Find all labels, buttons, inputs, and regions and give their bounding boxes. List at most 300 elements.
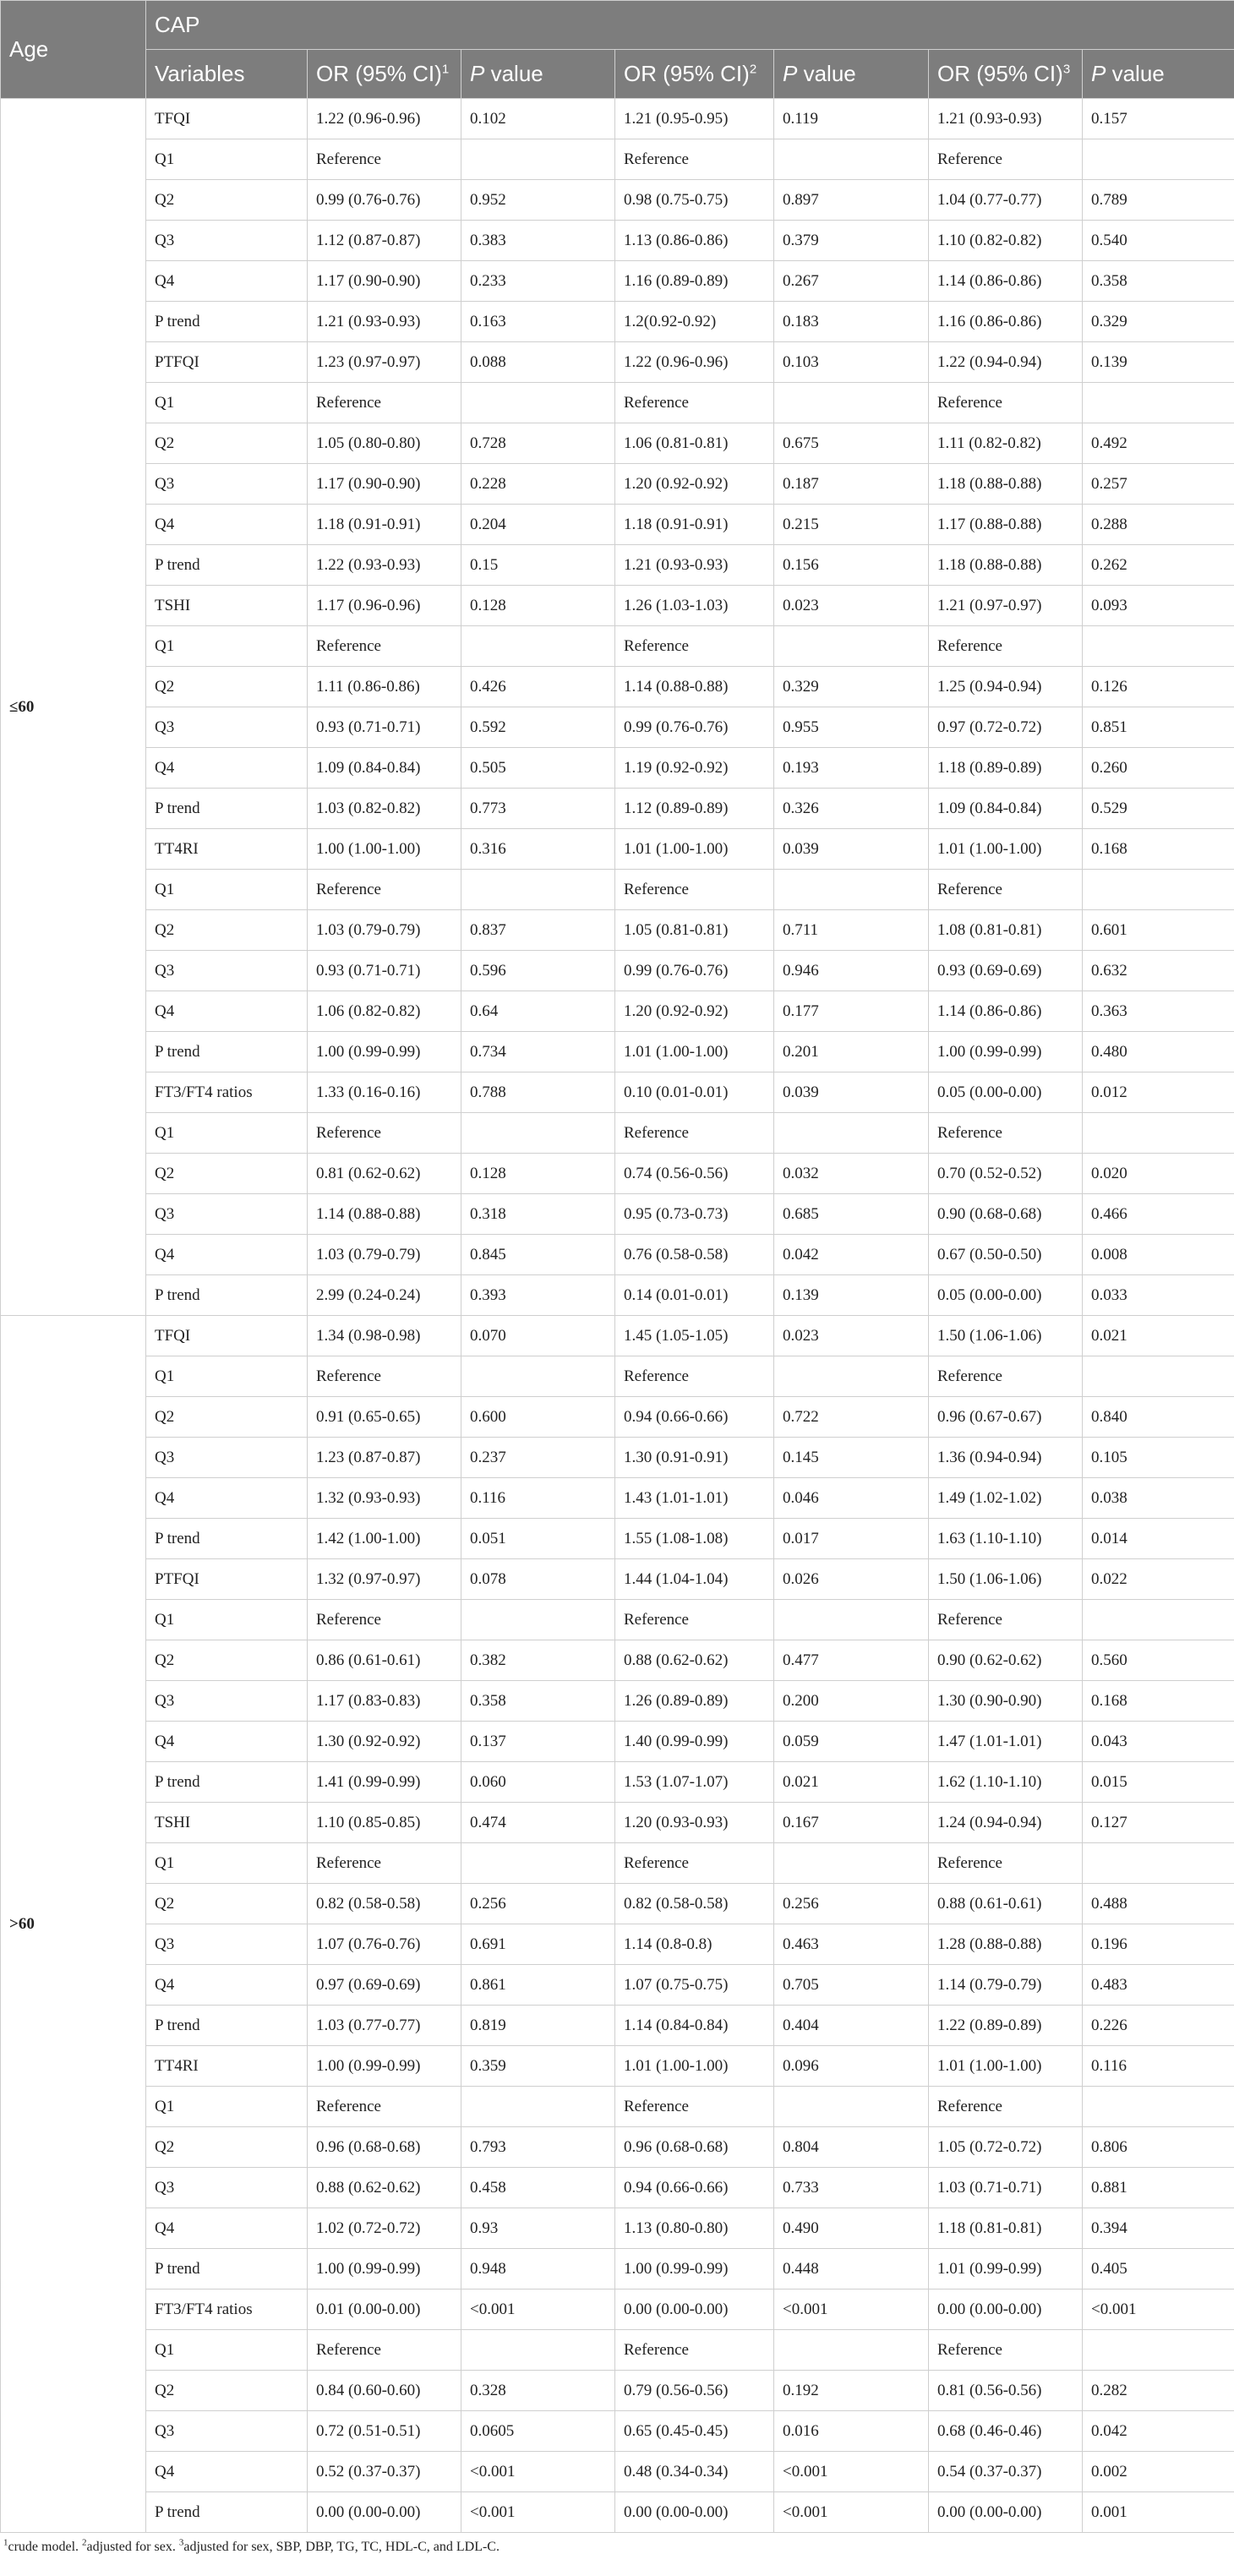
variable-cell: Q4 bbox=[146, 991, 308, 1032]
table-row bbox=[1, 221, 1234, 261]
or-cell: 0.88 (0.61-0.61) bbox=[929, 1884, 1083, 1924]
or-cell: Reference bbox=[929, 139, 1083, 180]
p-value-cell bbox=[1083, 2330, 1234, 2371]
p-value-cell: 0.119 bbox=[774, 99, 929, 139]
age-group-label: ≤60 bbox=[1, 99, 146, 1316]
table-row bbox=[1, 1965, 1234, 2006]
or-cell: 0.93 (0.69-0.69) bbox=[929, 951, 1083, 991]
p-value-cell: 0.897 bbox=[774, 180, 929, 221]
table-row bbox=[1, 383, 1234, 423]
or-cell: 1.03 (0.79-0.79) bbox=[308, 1235, 461, 1275]
table-row bbox=[1, 910, 1234, 951]
or-sup: 3 bbox=[1062, 62, 1071, 77]
p-value-cell: 0.328 bbox=[461, 2371, 615, 2411]
or-cell: 1.09 (0.84-0.84) bbox=[929, 789, 1083, 829]
footnote-mark: 1 bbox=[3, 2537, 8, 2548]
p-value-cell: 0.116 bbox=[461, 1478, 615, 1519]
table-row bbox=[1, 180, 1234, 221]
or-cell: 0.97 (0.69-0.69) bbox=[308, 1965, 461, 2006]
or-cell: 1.18 (0.88-0.88) bbox=[929, 545, 1083, 586]
p-value-cell: <0.001 bbox=[774, 2289, 929, 2330]
or-cell: Reference bbox=[308, 1843, 461, 1884]
or-cell: 1.63 (1.10-1.10) bbox=[929, 1519, 1083, 1559]
variable-cell: Q4 bbox=[146, 1235, 308, 1275]
or-cell: 1.05 (0.72-0.72) bbox=[929, 2127, 1083, 2168]
p-value-cell: 0.038 bbox=[1083, 1478, 1234, 1519]
or-cell: Reference bbox=[929, 2330, 1083, 2371]
or-cell: 1.23 (0.97-0.97) bbox=[308, 342, 461, 383]
table-row bbox=[1, 2006, 1234, 2046]
or-cell: 0.52 (0.37-0.37) bbox=[308, 2452, 461, 2492]
table-row bbox=[1, 139, 1234, 180]
p-value-cell: 0.015 bbox=[1083, 1762, 1234, 1803]
or-cell: 1.14 (0.8-0.8) bbox=[615, 1924, 774, 1965]
p-value-cell: 0.139 bbox=[1083, 342, 1234, 383]
variable-cell: P trend bbox=[146, 545, 308, 586]
or-cell: 0.72 (0.51-0.51) bbox=[308, 2411, 461, 2452]
or-sup: 2 bbox=[749, 62, 757, 77]
variable-cell: TT4RI bbox=[146, 829, 308, 870]
or-cell: 0.84 (0.60-0.60) bbox=[308, 2371, 461, 2411]
p-value-cell: <0.001 bbox=[774, 2492, 929, 2533]
or-cell: 0.14 (0.01-0.01) bbox=[615, 1275, 774, 1316]
or-cell: 1.21 (0.95-0.95) bbox=[615, 99, 774, 139]
or-cell: 1.01 (1.00-1.00) bbox=[929, 829, 1083, 870]
or-cell: 1.21 (0.93-0.93) bbox=[308, 302, 461, 342]
table-row bbox=[1, 2371, 1234, 2411]
or-cell: Reference bbox=[308, 1356, 461, 1397]
p-value-cell: 0.128 bbox=[461, 1154, 615, 1194]
p-value-cell: 0.840 bbox=[1083, 1397, 1234, 1438]
or-cell: 1.18 (0.91-0.91) bbox=[308, 505, 461, 545]
p-value-cell: 0.318 bbox=[461, 1194, 615, 1235]
p-value-cell bbox=[461, 1113, 615, 1154]
variable-cell: P trend bbox=[146, 1762, 308, 1803]
or-cell: 0.67 (0.50-0.50) bbox=[929, 1235, 1083, 1275]
table-row bbox=[1, 667, 1234, 707]
p-value-cell: 0.260 bbox=[1083, 748, 1234, 789]
table-row bbox=[1, 1235, 1234, 1275]
p-value-cell: 0.102 bbox=[461, 99, 615, 139]
variable-cell: Q1 bbox=[146, 2330, 308, 2371]
table-row bbox=[1, 2046, 1234, 2087]
or-label: OR (95% CI) bbox=[937, 61, 1063, 86]
p-value-cell: 0.326 bbox=[774, 789, 929, 829]
or-cell: 1.17 (0.88-0.88) bbox=[929, 505, 1083, 545]
p-value-cell: 0.596 bbox=[461, 951, 615, 991]
p-value-cell: 0.096 bbox=[774, 2046, 929, 2087]
or-cell: 0.05 (0.00-0.00) bbox=[929, 1275, 1083, 1316]
or-cell: 1.10 (0.82-0.82) bbox=[929, 221, 1083, 261]
or-cell: 1.18 (0.91-0.91) bbox=[615, 505, 774, 545]
variable-cell: P trend bbox=[146, 1275, 308, 1316]
p-value-cell: 0.379 bbox=[774, 221, 929, 261]
or-cell: 1.00 (0.99-0.99) bbox=[308, 2046, 461, 2087]
p-value-cell: 0.329 bbox=[774, 667, 929, 707]
p-value-cell: 0.93 bbox=[461, 2208, 615, 2249]
variables-header bbox=[146, 50, 308, 99]
p-value-cell: <0.001 bbox=[461, 2492, 615, 2533]
p-value-cell: <0.001 bbox=[461, 2452, 615, 2492]
or-cell: 1.10 (0.85-0.85) bbox=[308, 1803, 461, 1843]
or-cell: Reference bbox=[615, 1356, 774, 1397]
or-header-1 bbox=[308, 50, 461, 99]
or-cell: Reference bbox=[308, 139, 461, 180]
variable-cell: Q2 bbox=[146, 2127, 308, 2168]
p-value-cell: 0.233 bbox=[461, 261, 615, 302]
p-value-cell: 0.685 bbox=[774, 1194, 929, 1235]
p-value-cell: 0.012 bbox=[1083, 1072, 1234, 1113]
or-cell: 0.00 (0.00-0.00) bbox=[615, 2289, 774, 2330]
or-cell: 1.17 (0.90-0.90) bbox=[308, 261, 461, 302]
p-value-cell: 0.505 bbox=[461, 748, 615, 789]
header-row-2 bbox=[1, 50, 1234, 99]
or-cell: 1.07 (0.76-0.76) bbox=[308, 1924, 461, 1965]
or-cell: Reference bbox=[929, 383, 1083, 423]
or-cell: 1.2(0.92-0.92) bbox=[615, 302, 774, 342]
p-value-cell: 0.845 bbox=[461, 1235, 615, 1275]
p-value-cell: 0.256 bbox=[774, 1884, 929, 1924]
variable-cell: Q1 bbox=[146, 1843, 308, 1884]
or-cell: 0.05 (0.00-0.00) bbox=[929, 1072, 1083, 1113]
p-value-cell bbox=[774, 1843, 929, 1884]
or-cell: 0.99 (0.76-0.76) bbox=[615, 707, 774, 748]
or-cell: 0.97 (0.72-0.72) bbox=[929, 707, 1083, 748]
p-value-cell: 0.728 bbox=[461, 423, 615, 464]
or-cell: 1.23 (0.87-0.87) bbox=[308, 1438, 461, 1478]
or-cell: Reference bbox=[615, 139, 774, 180]
variable-cell: Q2 bbox=[146, 1640, 308, 1681]
variable-cell: Q3 bbox=[146, 1194, 308, 1235]
or-cell: 0.00 (0.00-0.00) bbox=[929, 2492, 1083, 2533]
variable-cell: Q4 bbox=[146, 1965, 308, 2006]
or-cell: 0.54 (0.37-0.37) bbox=[929, 2452, 1083, 2492]
or-cell: 0.82 (0.58-0.58) bbox=[615, 1884, 774, 1924]
p-header-2 bbox=[774, 50, 929, 99]
p-value-cell: 0.187 bbox=[774, 464, 929, 505]
p-value-cell: <0.001 bbox=[774, 2452, 929, 2492]
or-cell: 1.02 (0.72-0.72) bbox=[308, 2208, 461, 2249]
variable-cell: Q2 bbox=[146, 667, 308, 707]
p-value-cell bbox=[1083, 383, 1234, 423]
p-value-cell: <0.001 bbox=[1083, 2289, 1234, 2330]
p-value-cell: 0.167 bbox=[774, 1803, 929, 1843]
table-row bbox=[1, 423, 1234, 464]
or-cell: Reference bbox=[929, 1843, 1083, 1884]
footnote-text: crude model. bbox=[8, 2540, 83, 2554]
p-value-cell: 0.139 bbox=[774, 1275, 929, 1316]
or-cell: 1.06 (0.81-0.81) bbox=[615, 423, 774, 464]
variable-cell: Q2 bbox=[146, 1884, 308, 1924]
p-value-cell bbox=[1083, 626, 1234, 667]
variable-cell: Q1 bbox=[146, 870, 308, 910]
table-row bbox=[1, 2411, 1234, 2452]
p-value-cell: 0.177 bbox=[774, 991, 929, 1032]
or-cell: Reference bbox=[615, 2087, 774, 2127]
or-cell: 1.24 (0.94-0.94) bbox=[929, 1803, 1083, 1843]
or-cell: 1.19 (0.92-0.92) bbox=[615, 748, 774, 789]
p-value-cell: 0.722 bbox=[774, 1397, 929, 1438]
p-value-cell: 0.032 bbox=[774, 1154, 929, 1194]
p-value-cell: 0.837 bbox=[461, 910, 615, 951]
p-value-cell: 0.490 bbox=[774, 2208, 929, 2249]
or-cell: 1.03 (0.71-0.71) bbox=[929, 2168, 1083, 2208]
or-cell: 0.94 (0.66-0.66) bbox=[615, 1397, 774, 1438]
or-header-2 bbox=[615, 50, 774, 99]
p-label: P bbox=[783, 61, 798, 86]
p-value-cell: 0.948 bbox=[461, 2249, 615, 2289]
or-cell: 0.76 (0.58-0.58) bbox=[615, 1235, 774, 1275]
or-cell: 0.70 (0.52-0.52) bbox=[929, 1154, 1083, 1194]
or-cell: Reference bbox=[929, 2087, 1083, 2127]
table-row bbox=[1, 1924, 1234, 1965]
p-value-cell: 0.675 bbox=[774, 423, 929, 464]
variable-cell: PTFQI bbox=[146, 1559, 308, 1600]
p-value-cell: 0.163 bbox=[461, 302, 615, 342]
variable-cell: Q2 bbox=[146, 180, 308, 221]
p-value-cell bbox=[774, 383, 929, 423]
or-cell: Reference bbox=[615, 1843, 774, 1884]
table-row bbox=[1, 1316, 1234, 1356]
p-value-cell: 0.051 bbox=[461, 1519, 615, 1559]
table-row bbox=[1, 789, 1234, 829]
variable-cell: Q3 bbox=[146, 2168, 308, 2208]
variable-cell: Q1 bbox=[146, 2087, 308, 2127]
p-value-cell: 0.851 bbox=[1083, 707, 1234, 748]
p-value-cell: 0.193 bbox=[774, 748, 929, 789]
p-header-1 bbox=[461, 50, 615, 99]
p-value-cell bbox=[1083, 870, 1234, 910]
p-value-cell: 0.382 bbox=[461, 1640, 615, 1681]
variable-cell: Q1 bbox=[146, 139, 308, 180]
p-value-cell: 0.017 bbox=[774, 1519, 929, 1559]
p-value-cell: 0.116 bbox=[1083, 2046, 1234, 2087]
variable-cell: Q3 bbox=[146, 2411, 308, 2452]
or-cell: 1.17 (0.96-0.96) bbox=[308, 586, 461, 626]
table-row bbox=[1, 1356, 1234, 1397]
p-value-cell: 0.137 bbox=[461, 1722, 615, 1762]
or-cell: 1.21 (0.97-0.97) bbox=[929, 586, 1083, 626]
p-value-cell: 0.733 bbox=[774, 2168, 929, 2208]
or-cell: 1.04 (0.77-0.77) bbox=[929, 180, 1083, 221]
p-value-cell bbox=[774, 2330, 929, 2371]
table-row bbox=[1, 1681, 1234, 1722]
p-value-cell: 0.592 bbox=[461, 707, 615, 748]
table-row bbox=[1, 1519, 1234, 1559]
p-value-cell: 0.363 bbox=[1083, 991, 1234, 1032]
p-value-cell: 0.529 bbox=[1083, 789, 1234, 829]
or-cell: 1.21 (0.93-0.93) bbox=[929, 99, 1083, 139]
or-cell: 1.16 (0.86-0.86) bbox=[929, 302, 1083, 342]
table-row bbox=[1, 1803, 1234, 1843]
footnote-mark: 2 bbox=[82, 2537, 87, 2548]
p-value-cell: 0.358 bbox=[1083, 261, 1234, 302]
variable-cell: TSHI bbox=[146, 1803, 308, 1843]
p-value-cell: 0.734 bbox=[461, 1032, 615, 1072]
table-row bbox=[1, 2492, 1234, 2533]
p-value-cell: 0.060 bbox=[461, 1762, 615, 1803]
p-header-3 bbox=[1083, 50, 1234, 99]
p-value-cell: 0.200 bbox=[774, 1681, 929, 1722]
table-row bbox=[1, 1478, 1234, 1519]
p-value-cell: 0.946 bbox=[774, 951, 929, 991]
table-row bbox=[1, 1194, 1234, 1235]
variable-cell: Q3 bbox=[146, 707, 308, 748]
p-value-cell: 0.632 bbox=[1083, 951, 1234, 991]
or-cell: 1.22 (0.89-0.89) bbox=[929, 2006, 1083, 2046]
table-row bbox=[1, 1843, 1234, 1884]
table-row bbox=[1, 1032, 1234, 1072]
or-cell: 1.26 (1.03-1.03) bbox=[615, 586, 774, 626]
or-cell: Reference bbox=[308, 626, 461, 667]
p-value-cell: 0.021 bbox=[774, 1762, 929, 1803]
p-value-cell: 0.145 bbox=[774, 1438, 929, 1478]
p-value-cell: 0.023 bbox=[774, 1316, 929, 1356]
p-value-cell: 0.288 bbox=[1083, 505, 1234, 545]
p-value-cell bbox=[461, 139, 615, 180]
p-value-cell: 0.383 bbox=[461, 221, 615, 261]
variable-cell: P trend bbox=[146, 1519, 308, 1559]
p-value-cell: 0.001 bbox=[1083, 2492, 1234, 2533]
variable-cell: P trend bbox=[146, 1032, 308, 1072]
table-row bbox=[1, 1275, 1234, 1316]
or-cell: 1.09 (0.84-0.84) bbox=[308, 748, 461, 789]
variable-cell: Q2 bbox=[146, 1397, 308, 1438]
or-cell: 0.82 (0.58-0.58) bbox=[308, 1884, 461, 1924]
or-cell: 0.81 (0.62-0.62) bbox=[308, 1154, 461, 1194]
variable-cell: TFQI bbox=[146, 1316, 308, 1356]
or-cell: Reference bbox=[308, 1600, 461, 1640]
or-cell: 1.14 (0.79-0.79) bbox=[929, 1965, 1083, 2006]
p-label: P bbox=[1091, 61, 1106, 86]
or-cell: 1.18 (0.88-0.88) bbox=[929, 464, 1083, 505]
or-cell: 1.28 (0.88-0.88) bbox=[929, 1924, 1083, 1965]
p-value-cell: 0.192 bbox=[774, 2371, 929, 2411]
variable-cell: Q4 bbox=[146, 261, 308, 302]
p-value-cell: 0.204 bbox=[461, 505, 615, 545]
p-value-cell: 0.474 bbox=[461, 1803, 615, 1843]
p-value-cell: 0.952 bbox=[461, 180, 615, 221]
p-value-cell: 0.070 bbox=[461, 1316, 615, 1356]
p-value-cell: 0.705 bbox=[774, 1965, 929, 2006]
or-cell: 1.25 (0.94-0.94) bbox=[929, 667, 1083, 707]
table-row bbox=[1, 586, 1234, 626]
variable-cell: P trend bbox=[146, 2249, 308, 2289]
p-value-cell: 0.016 bbox=[774, 2411, 929, 2452]
or-cell: 1.13 (0.86-0.86) bbox=[615, 221, 774, 261]
p-value-cell: 0.126 bbox=[1083, 667, 1234, 707]
or-cell: 0.01 (0.00-0.00) bbox=[308, 2289, 461, 2330]
p-value-cell bbox=[1083, 1600, 1234, 1640]
p-value-cell: 0.267 bbox=[774, 261, 929, 302]
or-cell: Reference bbox=[615, 1113, 774, 1154]
or-cell: 1.17 (0.90-0.90) bbox=[308, 464, 461, 505]
or-cell: 1.47 (1.01-1.01) bbox=[929, 1722, 1083, 1762]
or-cell: 1.03 (0.82-0.82) bbox=[308, 789, 461, 829]
p-value-cell: 0.359 bbox=[461, 2046, 615, 2087]
table-row bbox=[1, 505, 1234, 545]
or-cell: 1.14 (0.88-0.88) bbox=[615, 667, 774, 707]
or-cell: 1.22 (0.93-0.93) bbox=[308, 545, 461, 586]
p-value-cell: 0.103 bbox=[774, 342, 929, 383]
or-cell: 1.34 (0.98-0.98) bbox=[308, 1316, 461, 1356]
p-value-cell: 0.806 bbox=[1083, 2127, 1234, 2168]
or-cell: 0.65 (0.45-0.45) bbox=[615, 2411, 774, 2452]
p-value-cell: 0.039 bbox=[774, 1072, 929, 1113]
variable-cell: Q2 bbox=[146, 2371, 308, 2411]
table-row bbox=[1, 2249, 1234, 2289]
p-value-cell: 0.881 bbox=[1083, 2168, 1234, 2208]
p-value-cell: 0.088 bbox=[461, 342, 615, 383]
table-row bbox=[1, 2127, 1234, 2168]
or-cell: 0.90 (0.68-0.68) bbox=[929, 1194, 1083, 1235]
or-cell: 0.91 (0.65-0.65) bbox=[308, 1397, 461, 1438]
p-value-cell: 0.711 bbox=[774, 910, 929, 951]
or-cell: Reference bbox=[308, 870, 461, 910]
or-cell: 0.99 (0.76-0.76) bbox=[615, 951, 774, 991]
p-value-cell bbox=[1083, 139, 1234, 180]
p-value-cell: 0.600 bbox=[461, 1397, 615, 1438]
table-row bbox=[1, 748, 1234, 789]
or-cell: 0.10 (0.01-0.01) bbox=[615, 1072, 774, 1113]
p-value-cell bbox=[774, 2087, 929, 2127]
or-cell: 1.32 (0.93-0.93) bbox=[308, 1478, 461, 1519]
p-value-cell: 0.483 bbox=[1083, 1965, 1234, 2006]
p-value-cell: 0.033 bbox=[1083, 1275, 1234, 1316]
table-row bbox=[1, 991, 1234, 1032]
table-row bbox=[1, 1397, 1234, 1438]
age-group-label: >60 bbox=[1, 1316, 146, 2533]
or-cell: Reference bbox=[615, 2330, 774, 2371]
footnote-text: adjusted for sex. bbox=[86, 2540, 179, 2554]
table-body bbox=[1, 99, 1234, 2533]
or-cell: 1.21 (0.93-0.93) bbox=[615, 545, 774, 586]
or-cell: Reference bbox=[308, 2087, 461, 2127]
table-row bbox=[1, 951, 1234, 991]
footnote-mark: 3 bbox=[178, 2537, 184, 2548]
p-value-cell: 0.262 bbox=[1083, 545, 1234, 586]
table-row bbox=[1, 1438, 1234, 1478]
or-cell: 1.00 (0.99-0.99) bbox=[929, 1032, 1083, 1072]
p-value-cell: 0.156 bbox=[774, 545, 929, 586]
p-value-cell: 0.861 bbox=[461, 1965, 615, 2006]
p-value-cell bbox=[461, 2330, 615, 2371]
or-sup: 1 bbox=[441, 62, 450, 77]
table-row bbox=[1, 2208, 1234, 2249]
or-cell: 1.42 (1.00-1.00) bbox=[308, 1519, 461, 1559]
or-cell: 0.94 (0.66-0.66) bbox=[615, 2168, 774, 2208]
variable-cell: Q3 bbox=[146, 1924, 308, 1965]
p-value-cell: 0.020 bbox=[1083, 1154, 1234, 1194]
or-cell: Reference bbox=[929, 870, 1083, 910]
variable-cell: Q3 bbox=[146, 464, 308, 505]
variable-cell: Q4 bbox=[146, 505, 308, 545]
or-cell: 1.20 (0.93-0.93) bbox=[615, 1803, 774, 1843]
p-value-cell bbox=[461, 1843, 615, 1884]
or-cell: 2.99 (0.24-0.24) bbox=[308, 1275, 461, 1316]
or-cell: 1.03 (0.79-0.79) bbox=[308, 910, 461, 951]
table-row bbox=[1, 99, 1234, 139]
p-value-cell: 0.196 bbox=[1083, 1924, 1234, 1965]
p-value-cell: 0.157 bbox=[1083, 99, 1234, 139]
p-value-cell: 0.282 bbox=[1083, 2371, 1234, 2411]
p-value-cell bbox=[774, 139, 929, 180]
p-value-cell: 0.448 bbox=[774, 2249, 929, 2289]
variable-cell: FT3/FT4 ratios bbox=[146, 1072, 308, 1113]
table-row bbox=[1, 464, 1234, 505]
variable-cell: P trend bbox=[146, 789, 308, 829]
or-cell: 1.17 (0.83-0.83) bbox=[308, 1681, 461, 1722]
